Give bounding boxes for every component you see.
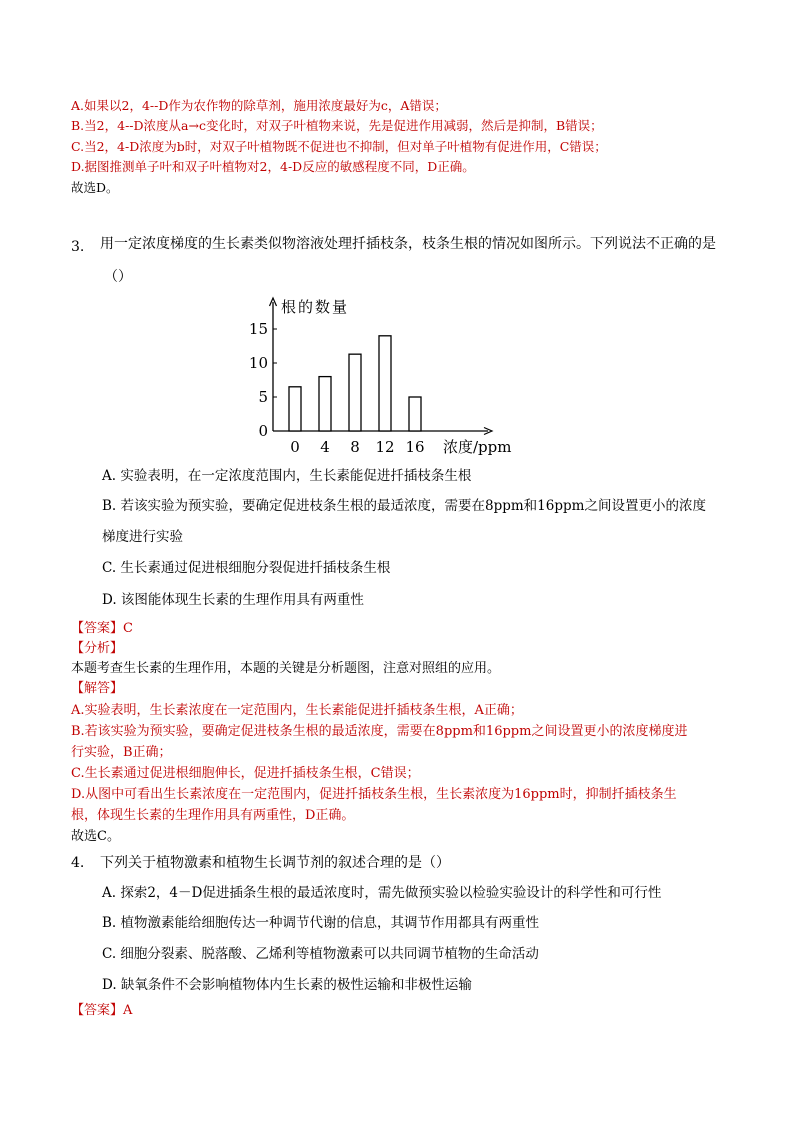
bar xyxy=(409,397,421,431)
x-tick-label: 8 xyxy=(350,438,360,456)
q3-stem-line1: 用一定浓度梯度的生长素类似物溶液处理扦插枝条，枝条生根的情况如图所示。下列说法不正确的是 xyxy=(100,236,716,252)
prev-analysis-line-c: C.当2，4-D浓度为b时，对双子叶植物既不促进也不抑制，但对单子叶植物有促进作用，C错误； xyxy=(71,139,607,154)
y-tick-label: 5 xyxy=(258,388,268,406)
q4-option-b: B. 植物激素能给细胞传达一种调节代谢的信息，其调节作用都具有两重性 xyxy=(102,915,540,931)
q4-option-a: A. 探索2，4－D促进插条生根的最适浓度时，需先做预实验以检验实验设计的科学性和可行性 xyxy=(102,885,662,901)
q3-solution-line-d2: 根，体现生长素的生理作用具有两重性，D正确。 xyxy=(71,808,355,823)
q3-solution-line-d1: D.从图中可看出生长素浓度在一定范围内，促进扦插枝条生根，生长素浓度为16ppm时，抑制扦插枝条生 xyxy=(71,787,677,802)
q3-option-a: A. 实验表明，在一定浓度范围内，生长素能促进扦插枝条生根 xyxy=(102,468,472,484)
q3-number: 3. xyxy=(71,239,85,255)
q4-option-d: D. 缺氧条件不会影响植物体内生长素的极性运输和非极性运输 xyxy=(102,977,472,993)
q3-analysis-text: 本题考查生长素的生理作用，本题的关键是分析题图，注意对照组的应用。 xyxy=(71,661,501,676)
q4-stem: 下列关于植物激素和植物生长调节剂的叙述合理的是（） xyxy=(100,855,450,871)
prev-analysis-line-a: A.如果以2，4--D作为农作物的除草剂，施用浓度最好为c，A错误； xyxy=(71,98,447,113)
x-axis-title: 浓度/ppm xyxy=(443,438,512,456)
q3-solution-line-a: A.实验表明，生长素浓度在一定范围内，生长素能促进扦插枝条生根，A正确； xyxy=(71,703,523,718)
q3-option-d: D. 该图能体现生长素的生理作用具有两重性 xyxy=(102,592,364,608)
prev-analysis-line-b: B.当2，4--D浓度从a→c变化时，对双子叶植物来说，先是促进作用减弱，然后是抑制，B错误； xyxy=(71,118,603,133)
y-tick-label: 15 xyxy=(248,320,268,338)
q3-conclusion: 故选C。 xyxy=(71,829,120,844)
prev-analysis-conclusion: 故选D。 xyxy=(71,180,119,195)
y-axis-title: 根的数量 xyxy=(281,298,350,316)
prev-analysis-line-d: D.据图推测单子叶和双子叶植物对2，4-D反应的敏感程度不同，D正确。 xyxy=(71,159,475,174)
q3-bar-chart xyxy=(240,290,560,462)
x-tick-label: 16 xyxy=(405,438,425,456)
q3-stem-line2: （） xyxy=(104,269,132,285)
bar xyxy=(319,377,331,431)
q3-answer xyxy=(71,620,133,638)
q3-option-b-line1: B. 若该实验为预实验，要确定促进枝条生根的最适浓度，需要在8ppm和16ppm之间设置更小的浓度 xyxy=(102,498,706,514)
x-tick-label: 12 xyxy=(375,438,395,456)
q3-solution-label: 【解答】 xyxy=(71,681,124,696)
x-tick-label: 4 xyxy=(320,438,330,456)
bar xyxy=(289,387,301,431)
q4-answer xyxy=(71,1002,132,1020)
q3-answer-label: 【答案】 xyxy=(71,621,124,636)
q3-solution-line-b2: 行实验，B正确； xyxy=(71,745,172,760)
q3-option-c: C. 生长素通过促进根细胞分裂促进扦插枝条生根 xyxy=(102,560,391,576)
x-tick-label: 0 xyxy=(290,438,300,456)
q3-answer-value: C xyxy=(123,621,133,636)
q4-option-c: C. 细胞分裂素、脱落酸、乙烯利等植物激素可以共同调节植物的生命活动 xyxy=(102,946,539,962)
y-tick-label: 10 xyxy=(248,354,268,372)
q3-solution-line-b1: B.若该实验为预实验，要确定促进枝条生根的最适浓度，需要在8ppm和16ppm之间设置更小的浓度梯度进 xyxy=(71,724,688,739)
q4-number: 4. xyxy=(71,855,85,871)
q3-solution-line-c: C.生长素通过促进根细胞伸长，促进扦插枝条生根，C错误； xyxy=(71,766,420,781)
q3-analysis-label: 【分析】 xyxy=(71,641,124,656)
y-tick-label: 0 xyxy=(258,422,268,440)
q4-answer-label: 【答案】 xyxy=(71,1003,124,1018)
q4-answer-value: A xyxy=(123,1003,133,1018)
q3-option-b-line2: 梯度进行实验 xyxy=(102,529,183,545)
bar xyxy=(379,336,391,431)
bar xyxy=(349,354,361,431)
